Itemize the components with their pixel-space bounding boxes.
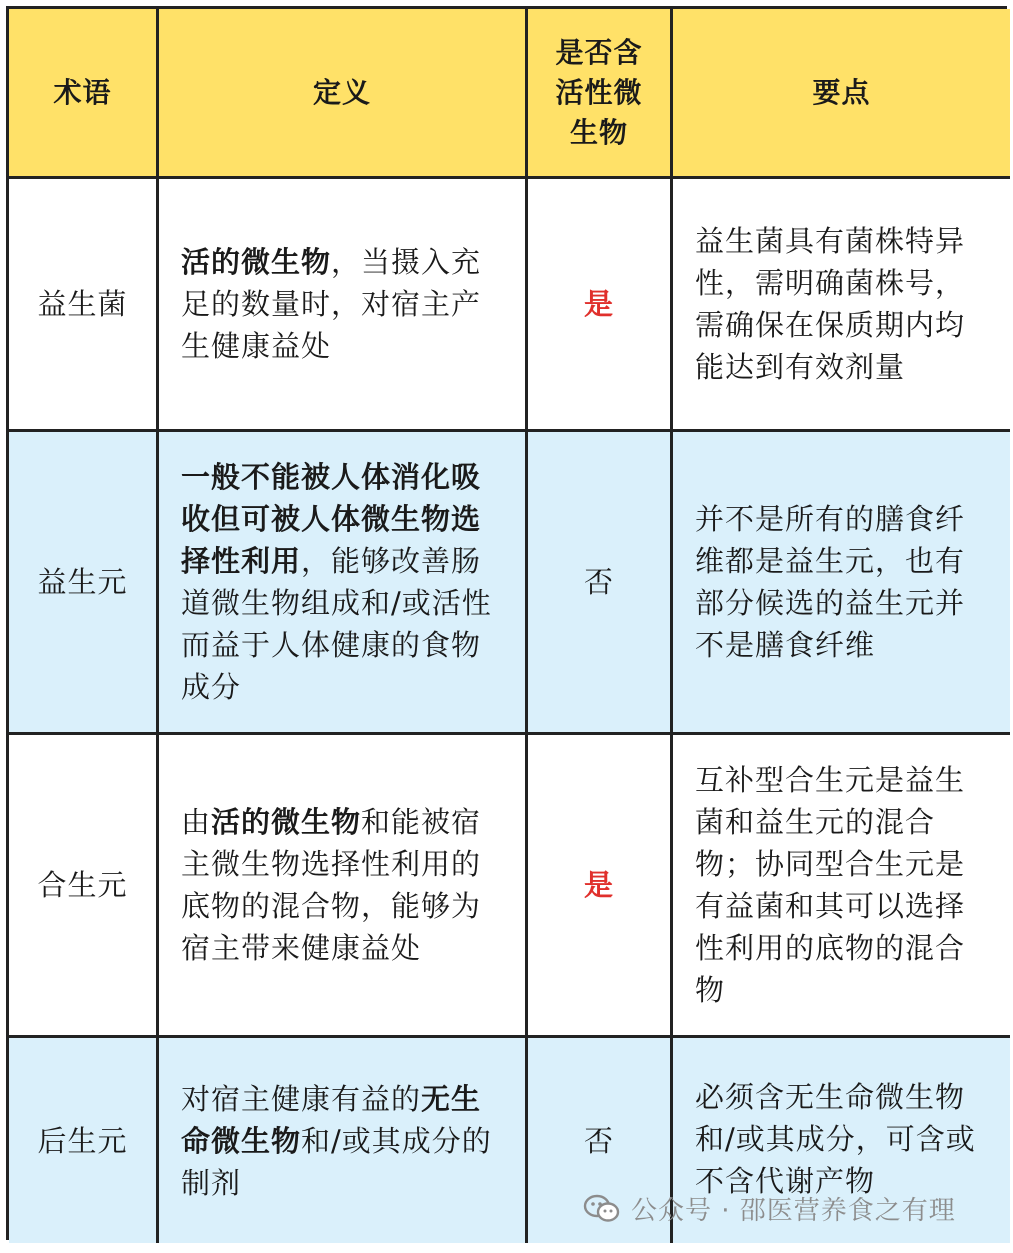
header-term: 术语 [9, 9, 159, 179]
live-postbiotic: 否 [528, 1038, 673, 1243]
definition-synbiotic: 由活的微生物和能被宿主微生物选择性利用的底物的混合物，能够为宿主带来健康益处 [159, 735, 528, 1038]
term-postbiotic: 后生元 [9, 1038, 159, 1243]
key-probiotic: 益生菌具有菌株特异性，需明确菌株号，需确保在保质期内均能达到有效剂量 [673, 179, 1010, 432]
header-key-points: 要点 [673, 9, 1010, 179]
definition-postbiotic: 对宿主健康有益的无生命微生物和/或其成分的制剂 [159, 1038, 528, 1243]
header-definition: 定义 [159, 9, 528, 179]
definition-probiotic: 活的微生物，当摄入充足的数量时，对宿主产生健康益处 [159, 179, 528, 432]
live-synbiotic: 是 [528, 735, 673, 1038]
term-prebiotic: 益生元 [9, 432, 159, 735]
header-live: 是否含活性微生物 [528, 9, 673, 179]
live-probiotic: 是 [528, 179, 673, 432]
live-prebiotic: 否 [528, 432, 673, 735]
definition-prebiotic: 一般不能被人体消化吸收但可被人体微生物选择性利用，能够改善肠道微生物组成和/或活性而益于人体健康的食物成分 [159, 432, 528, 735]
key-postbiotic: 必须含无生命微生物和/或其成分，可含或不含代谢产物 [673, 1038, 1010, 1243]
watermark-text: 公众号 · 邵医营养食之有理 [631, 1196, 956, 1226]
key-synbiotic: 互补型合生元是益生菌和益生元的混合物；协同型合生元是有益菌和其可以选择性利用的底物的混合物 [673, 735, 1010, 1038]
watermark [583, 1190, 956, 1227]
term-synbiotic: 合生元 [9, 735, 159, 1038]
wechat-icon [583, 1193, 621, 1225]
term-probiotic: 益生菌 [9, 179, 159, 432]
comparison-table [6, 6, 1007, 1240]
key-prebiotic: 并不是所有的膳食纤维都是益生元，也有部分候选的益生元并不是膳食纤维 [673, 432, 1010, 735]
